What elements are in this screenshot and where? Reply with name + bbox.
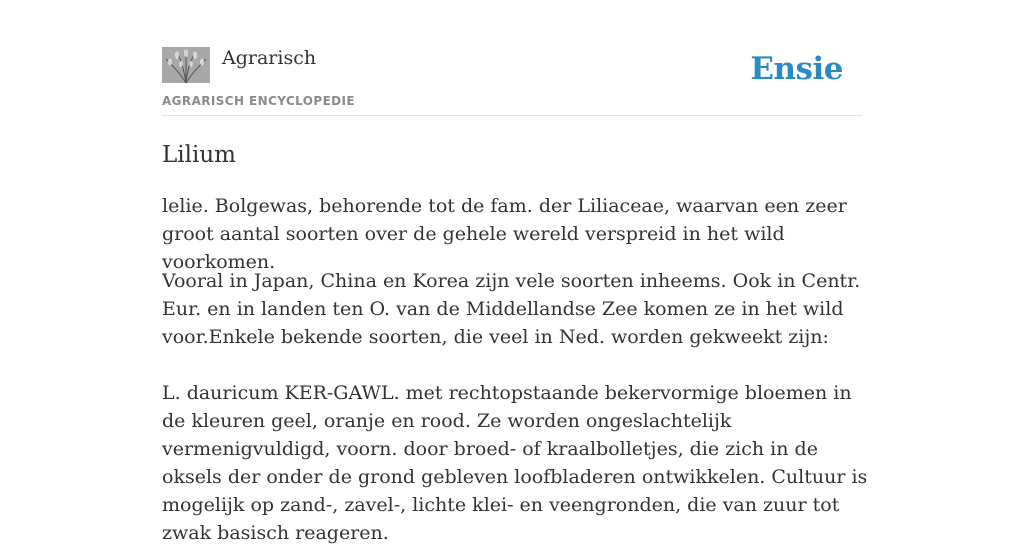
article-paragraph: Vooral in Japan, China en Korea zijn vele soorten inheems. Ook in Centr. Eur. en in landen ten O. van de Middellandse Zee komen ze in het wild voor.Enkele bekende soorten, die veel in Ned. worden gekweekt zijn: bbox=[162, 270, 861, 348]
article-paragraph: L. dauricum KER-GAWL. met rechtopstaande bekervormige bloemen in de kleuren geel, oranje en rood. Ze worden ongeslachtelijk vermenigvuldigd, voorn. door broed- of kraalbolletjes, die zich in de oksels der onder de grond gebleven loofbladeren ontwikkelen. Cultuur is mogelijk op zand-, zavel-, lichte klei- en veengronden, die van zuur tot zwak basisch reageren. bbox=[162, 382, 868, 544]
site-logo[interactable]: Ensie bbox=[750, 51, 843, 87]
article-title: Lilium bbox=[162, 142, 236, 168]
brand-subtitle[interactable]: AGRARISCH ENCYCLOPEDIE bbox=[162, 94, 355, 108]
article-paragraph: lelie. Bolgewas, behorende tot de fam. der Liliaceae, waarvan een zeer groot aantal soorten over de gehele wereld verspreid in het wild voorkomen. bbox=[162, 195, 847, 273]
header bbox=[162, 0, 862, 116]
brand-name[interactable]: Agrarisch bbox=[222, 47, 317, 69]
content-column bbox=[162, 0, 868, 544]
wheat-icon[interactable] bbox=[162, 47, 210, 83]
